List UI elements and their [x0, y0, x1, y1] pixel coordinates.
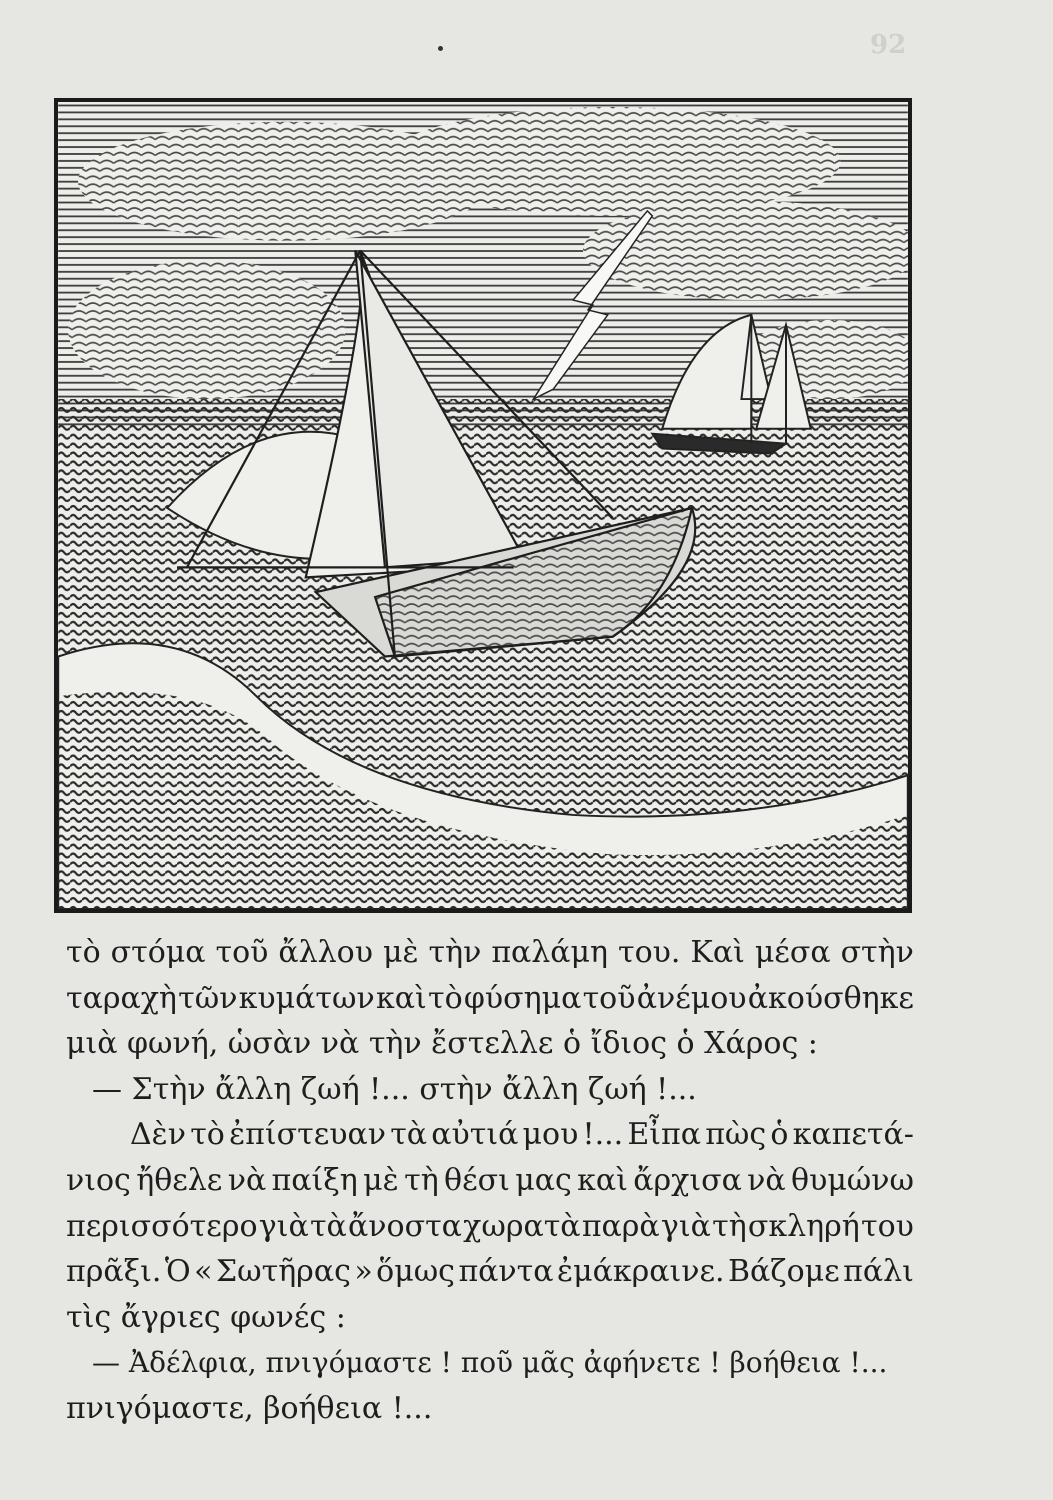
ink-speck	[438, 46, 443, 51]
page-number: 92	[870, 30, 907, 60]
text-line: μιὰ φωνή, ὡσὰν νὰ τὴν ἔστελλε ὁ ἴδιος ὁ Χάρος :	[66, 1026, 818, 1062]
text-line: τὸ στόμα τοῦ ἄλλου μὲ τὴν παλάμη του. Καὶ μέσα στὴν	[66, 935, 914, 970]
body-text	[66, 930, 914, 1432]
dialogue-line: — Στὴν ἄλλη ζωή !... στὴν ἄλλη ζωή !...	[92, 1071, 697, 1107]
text-line: πρᾶξι. Ὁ « Σωτῆρας » ὅμως πάντα ἐμάκραινε. Βάζομε πάλι	[66, 1254, 914, 1290]
text-line: νιος ἤθελε νὰ παίξη μὲ τὴ θέσι μας καὶ ἄρχισα νὰ θυμώνω	[66, 1162, 914, 1198]
text-line: τὶς ἄγριες φωνές :	[66, 1299, 346, 1335]
engraving-svg	[58, 102, 908, 909]
text-line: Δὲν τὸ ἐπίστευαν τὰ αὐτιά μου !... Εἶπα πὼς ὁ καπετά-	[130, 1117, 914, 1153]
text-line: περισσότερο γιὰ τὰ ἄνοστα χωρατὰ παρὰ γιὰ τὴ σκληρή του	[66, 1208, 914, 1244]
text-line: πνιγόμαστε, βοήθεια !...	[66, 1390, 433, 1426]
storm-illustration	[54, 98, 912, 913]
dialogue-line: — Ἀδέλφια, πνιγόμαστε ! ποῦ μᾶς ἀφήνετε ! βοήθεια !...	[92, 1346, 888, 1380]
text-line: ταραχὴ τῶν κυμάτων καὶ τὸ φύσημα τοῦ ἀνέμου ἀκούσθηκε	[66, 980, 914, 1016]
